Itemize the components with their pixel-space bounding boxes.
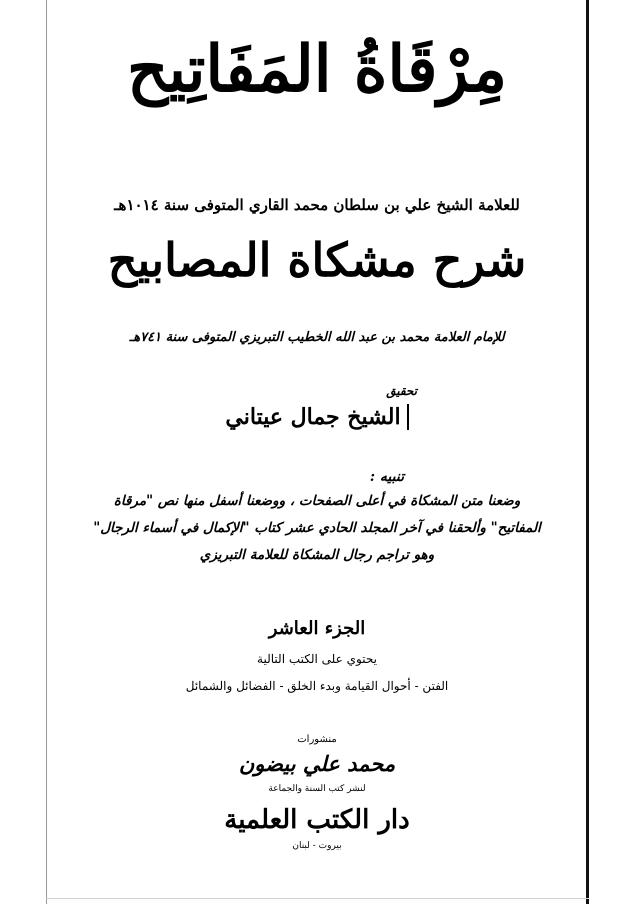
note-line: وضعنا متن المشكاة في أعلى الصفحات ، ووضعنا أسفل منها نص "مرقاة xyxy=(113,493,521,509)
editor-name: الشيخ جمال عيتاني xyxy=(225,404,408,430)
city-line: بيروت - لبنان xyxy=(292,841,342,851)
books-line: الفتن - أحوال القيامة وبدء الخلق - الفضائل والشمائل xyxy=(185,679,449,693)
part-title: الجزء العاشر xyxy=(268,618,366,639)
publications-label: منشورات xyxy=(297,734,337,745)
editor-label: تحقيق xyxy=(386,384,417,398)
publisher-subtitle: لنشر كتب السنة والجماعة xyxy=(268,784,366,794)
publishing-house: دار الكتب العلمية xyxy=(224,805,410,835)
imam-line: للإمام العلامة محمد بن عبد الله الخطيب التبريزي المتوفى سنة ٧٤١هـ xyxy=(129,330,505,345)
main-title: مِرْقَاةُ المَفَاتِيح xyxy=(126,32,508,107)
sub-title: شرح مشكاة المصابيح xyxy=(107,233,527,287)
publisher-name: محمد علي بيضون xyxy=(238,751,396,776)
editor-name-block xyxy=(52,406,582,428)
contains-line: يحتوي على الكتب التالية xyxy=(257,652,377,666)
note-line: المفاتيح" وألحقنا في آخر المجلد الحادي عشر كتاب "الإكمال في أسماء الرجال" xyxy=(93,520,541,536)
page-right-edge xyxy=(586,0,589,904)
note-label: تنبيه : xyxy=(369,469,404,485)
title-page xyxy=(52,0,582,904)
author-line: للعلامة الشيخ علي بن سلطان محمد القاري المتوفى سنة ١٠١٤هـ xyxy=(114,196,520,214)
note-line: وهو تراجم رجال المشكاة للعلامة التبريزي xyxy=(199,547,435,563)
page-left-edge xyxy=(46,0,47,904)
